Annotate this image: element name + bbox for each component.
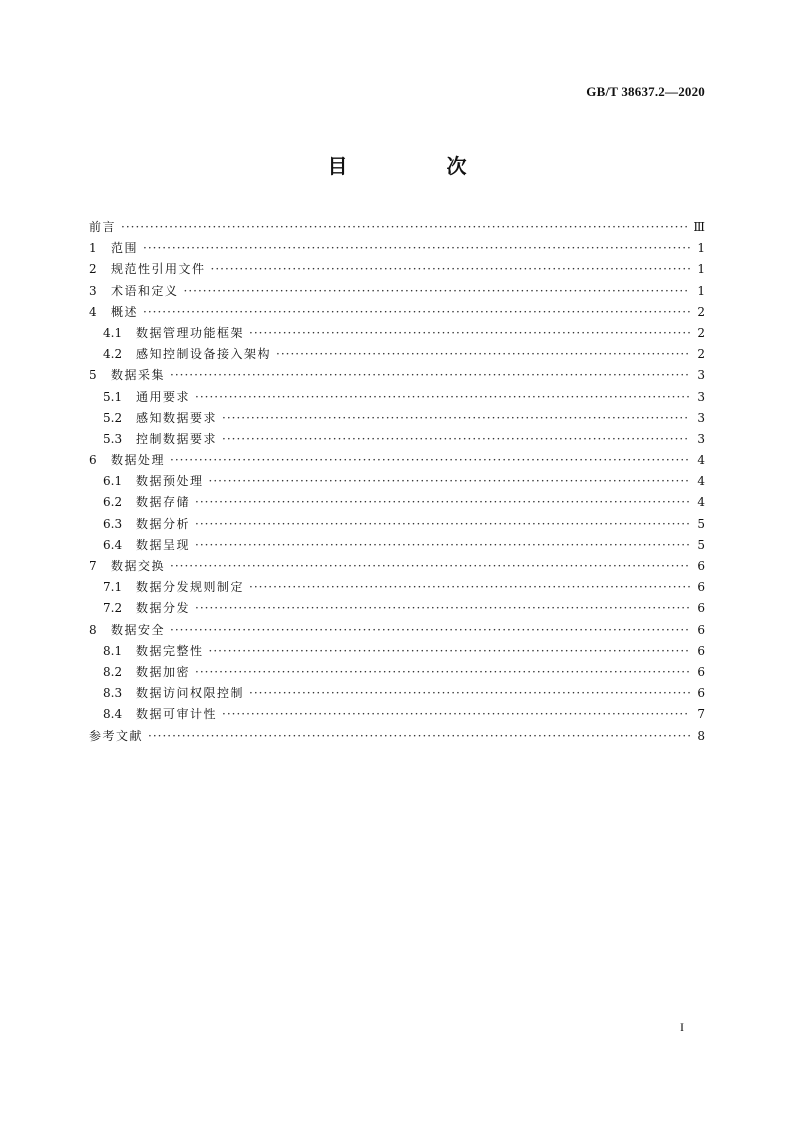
dot-leader xyxy=(195,598,690,619)
table-of-contents xyxy=(89,217,705,747)
toc-entry-page: 3 xyxy=(697,431,705,446)
toc-entry-title: 数据访问权限控制 xyxy=(136,686,245,701)
toc-entry-title: 感知数据要求 xyxy=(136,410,218,425)
toc-entry-title: 术语和定义 xyxy=(111,283,179,298)
toc-entry-number: 7 xyxy=(89,559,97,573)
toc-entry-page: 1 xyxy=(697,262,705,277)
toc-entry-number: 4.1 xyxy=(103,325,123,340)
toc-entry[interactable] xyxy=(89,259,705,280)
toc-entry-number: 6 xyxy=(89,453,97,468)
toc-entry[interactable] xyxy=(89,387,705,408)
dot-leader xyxy=(222,429,690,450)
toc-entry[interactable] xyxy=(89,365,705,386)
toc-entry-title: 数据安全 xyxy=(111,622,166,637)
toc-entry-number: 8.2 xyxy=(103,664,123,679)
dot-leader xyxy=(170,450,690,471)
toc-entry-number: 8.4 xyxy=(103,707,123,722)
toc-entry-page: 6 xyxy=(697,643,705,658)
toc-entry-page: 1 xyxy=(697,283,705,298)
toc-entry[interactable] xyxy=(89,217,705,238)
toc-entry[interactable] xyxy=(89,704,705,725)
toc-entry-title: 数据分析 xyxy=(136,516,191,531)
dot-leader xyxy=(170,365,690,386)
toc-entry-page: 8 xyxy=(697,728,705,743)
toc-entry[interactable] xyxy=(89,323,705,344)
dot-leader xyxy=(195,387,690,408)
toc-entry-number: 6.3 xyxy=(103,516,123,531)
dot-leader xyxy=(148,726,690,747)
dot-leader xyxy=(249,577,690,598)
toc-entry[interactable] xyxy=(89,408,705,429)
toc-entry-title: 数据交换 xyxy=(111,559,166,573)
dot-leader xyxy=(211,259,690,280)
toc-entry-title: 数据处理 xyxy=(111,453,166,468)
toc-entry-page: 3 xyxy=(697,368,705,383)
toc-entry-page: 6 xyxy=(697,622,705,637)
dot-leader xyxy=(143,302,690,323)
toc-entry-number: 8.3 xyxy=(103,686,123,701)
toc-entry-page: 6 xyxy=(697,580,705,595)
toc-entry-number: 6.4 xyxy=(103,537,123,552)
toc-entry-number: 8.1 xyxy=(103,643,123,658)
toc-entry-number: 7.1 xyxy=(103,580,123,595)
dot-leader xyxy=(222,704,690,725)
toc-entry-title: 数据分发规则制定 xyxy=(136,580,245,595)
toc-entry[interactable] xyxy=(89,556,705,577)
toc-entry-page: 6 xyxy=(697,664,705,679)
toc-entry-title: 数据存储 xyxy=(136,495,191,510)
dot-leader xyxy=(222,408,690,429)
dot-leader xyxy=(249,323,690,344)
toc-entry-title: 感知控制设备接入架构 xyxy=(136,347,272,362)
dot-leader xyxy=(195,492,690,513)
toc-entry-number: 4 xyxy=(89,304,97,319)
toc-entry[interactable] xyxy=(89,662,705,683)
page-number: I xyxy=(680,1020,684,1034)
toc-entry[interactable] xyxy=(89,620,705,641)
toc-entry[interactable] xyxy=(89,429,705,450)
toc-entry-page: 6 xyxy=(697,559,705,573)
toc-entry-title: 数据加密 xyxy=(136,664,191,679)
toc-entry-page: 4 xyxy=(697,474,705,489)
toc-entry-number: 5.1 xyxy=(103,389,123,404)
toc-entry-page: 2 xyxy=(697,347,705,362)
toc-entry-page: 3 xyxy=(697,410,705,425)
toc-entry[interactable] xyxy=(89,281,705,302)
toc-entry-number: 8 xyxy=(89,622,97,637)
toc-entry[interactable] xyxy=(89,535,705,556)
toc-entry[interactable] xyxy=(89,683,705,704)
toc-entry-title: 数据管理功能框架 xyxy=(136,325,245,340)
dot-leader xyxy=(170,556,690,577)
toc-entry-title: 数据呈现 xyxy=(136,537,191,552)
toc-entry-page: 1 xyxy=(697,241,705,256)
toc-entry-title: 数据分发 xyxy=(136,601,191,616)
toc-entry-number: 5.2 xyxy=(103,410,123,425)
toc-entry-title: 概述 xyxy=(111,304,139,319)
toc-entry[interactable] xyxy=(89,302,705,323)
toc-entry-page: 3 xyxy=(697,389,705,404)
toc-entry-title: 前言 xyxy=(89,220,117,234)
toc-entry-number: 7.2 xyxy=(103,601,123,616)
dot-leader xyxy=(143,238,690,259)
toc-entry[interactable] xyxy=(89,471,705,492)
toc-entry-title: 通用要求 xyxy=(136,389,191,404)
toc-entry[interactable] xyxy=(89,514,705,535)
toc-entry-page: Ⅲ xyxy=(693,220,705,234)
toc-entry-number: 1 xyxy=(89,241,97,256)
toc-entry[interactable] xyxy=(89,641,705,662)
toc-entry[interactable] xyxy=(89,492,705,513)
toc-entry-number: 4.2 xyxy=(103,347,123,362)
toc-entry-number: 5.3 xyxy=(103,431,123,446)
dot-leader xyxy=(184,281,690,302)
toc-entry-title: 数据可审计性 xyxy=(136,707,218,722)
toc-entry[interactable] xyxy=(89,598,705,619)
dot-leader xyxy=(249,683,690,704)
dot-leader xyxy=(195,535,690,556)
toc-entry-number: 2 xyxy=(89,262,97,277)
toc-entry-page: 4 xyxy=(697,495,705,510)
toc-entry-title: 数据采集 xyxy=(111,368,166,383)
toc-entry-number: 6.2 xyxy=(103,495,123,510)
toc-entry-number: 6.1 xyxy=(103,474,123,489)
toc-entry[interactable] xyxy=(89,450,705,471)
toc-entry-number: 3 xyxy=(89,283,97,298)
toc-entry[interactable] xyxy=(89,344,705,365)
toc-entry-page: 6 xyxy=(697,686,705,701)
standard-code: GB/T 38637.2—2020 xyxy=(586,84,705,99)
dot-leader xyxy=(195,662,690,683)
toc-entry-title: 参考文献 xyxy=(89,728,144,743)
toc-entry-page: 2 xyxy=(697,304,705,319)
toc-entry-page: 6 xyxy=(697,601,705,616)
toc-entry-title: 规范性引用文件 xyxy=(111,262,206,277)
page-title: 目 次 xyxy=(327,154,513,178)
toc-entry-page: 4 xyxy=(697,453,705,468)
dot-leader xyxy=(121,217,688,238)
toc-entry[interactable] xyxy=(89,238,705,259)
toc-entry-title: 范围 xyxy=(111,241,139,256)
toc-entry[interactable] xyxy=(89,726,705,747)
toc-entry-title: 控制数据要求 xyxy=(136,431,218,446)
toc-entry-page: 2 xyxy=(697,325,705,340)
dot-leader xyxy=(209,471,690,492)
toc-entry-page: 5 xyxy=(697,537,705,552)
dot-leader xyxy=(276,344,690,365)
toc-entry-title: 数据完整性 xyxy=(136,643,204,658)
toc-entry-page: 5 xyxy=(697,516,705,531)
dot-leader xyxy=(170,620,690,641)
toc-entry-number: 5 xyxy=(89,368,97,383)
dot-leader xyxy=(195,514,690,535)
toc-entry[interactable] xyxy=(89,577,705,598)
toc-entry-page: 7 xyxy=(697,707,705,722)
dot-leader xyxy=(209,641,690,662)
toc-entry-title: 数据预处理 xyxy=(136,474,204,489)
